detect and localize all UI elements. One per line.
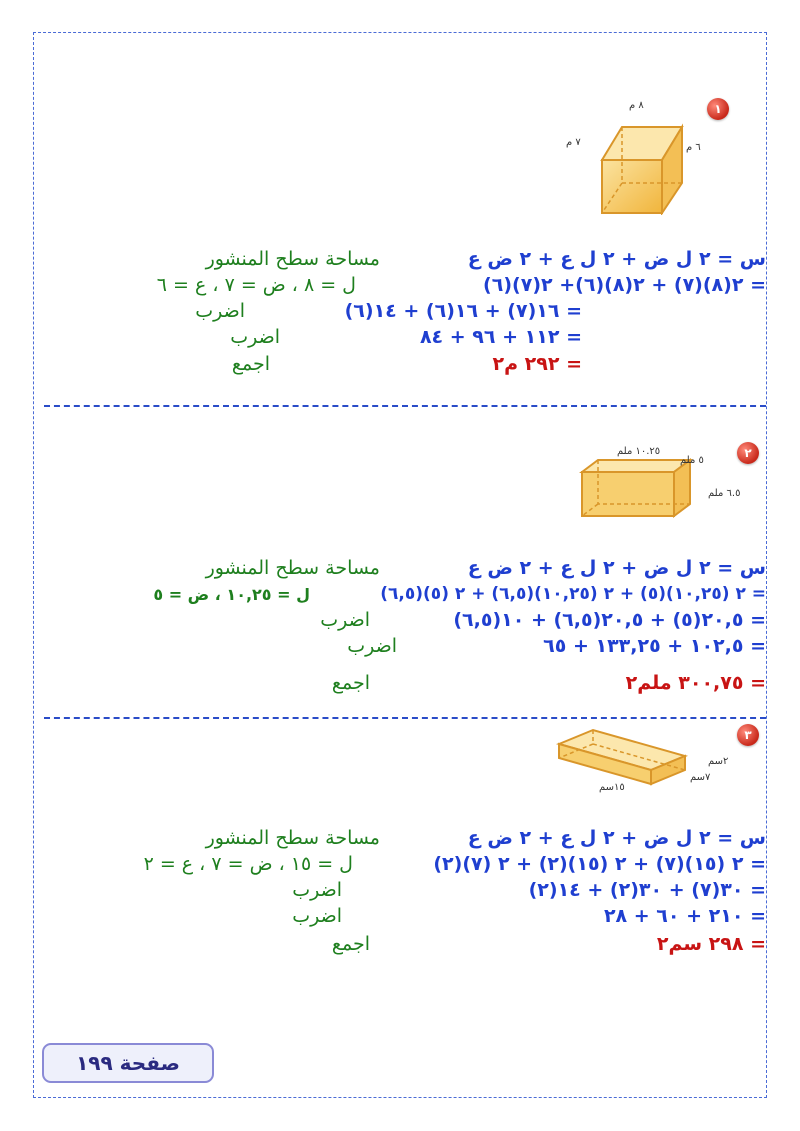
p1-step1: = ٢(٨)(٧) + ٢(٨)(٦)+ ٢(٧)(٦) (483, 274, 766, 296)
separator-1 (44, 405, 766, 407)
p1-step3: = ١١٢ + ٩٦ + ٨٤ (419, 326, 582, 348)
p3-step3-note: اضرب (292, 905, 342, 927)
p2-formula: س = ٢ ل ض + ٢ ل ع + ٢ ض ع (467, 557, 766, 579)
p1-step1-note: ل = ٨ ، ض = ٧ ، ع = ٦ (156, 274, 356, 296)
prism-1-height-label: ٦ م (686, 142, 701, 153)
p1-step2: = ١٦(٧) + ١٦(٦) + ١٤(٦) (344, 300, 582, 322)
p2-step3: = ١٠٢,٥ + ١٣٣,٢٥ + ٦٥ (543, 635, 766, 657)
p2-result-note: اجمع (331, 672, 370, 694)
p1-step3-note: اضرب (230, 326, 280, 348)
page-number-badge: صفحة ١٩٩ (42, 1043, 214, 1083)
prism-2-figure (578, 458, 698, 520)
problem-3-badge: ٣ (737, 724, 759, 746)
problem-1-badge: ١ (707, 98, 729, 120)
p2-result: = ٣٠٠,٧٥ ملم٢ (625, 672, 766, 694)
p2-step1: = ٢ (١٠,٢٥)(٥) + ٢ (١٠,٢٥)(٦,٥) + ٢ (٥)(٦,٥) (380, 584, 766, 604)
p2-step1-note: ل = ١٠,٢٥ ، ض = ٥ (153, 585, 310, 604)
prism-1-figure (592, 115, 692, 215)
prism-2-width-label: ٥ ملم (680, 455, 704, 466)
prism-2-height-label: ٦.٥ ملم (708, 488, 741, 499)
p1-result-note: اجمع (231, 353, 270, 375)
separator-2 (44, 717, 766, 719)
p3-step2-note: اضرب (292, 879, 342, 901)
p2-formula-note: مساحة سطح المنشور (205, 557, 380, 579)
p3-step2: = ٣٠(٧) + ٣٠(٢) + ١٤(٢) (528, 879, 766, 901)
p3-formula: س = ٢ ل ض + ٢ ل ع + ٢ ض ع (467, 827, 766, 849)
p1-formula-note: مساحة سطح المنشور (205, 248, 380, 270)
p2-step3-note: اضرب (347, 635, 397, 657)
p2-step2: = ٢٠,٥(٥) + ٢٠,٥(٦,٥) + ١٠(٦,٥) (453, 609, 766, 631)
problem-2-badge: ٢ (737, 442, 759, 464)
prism-3-height-label: ٢سم (708, 756, 729, 767)
p3-result-note: اجمع (331, 933, 370, 955)
prism-1-width-label: ٧ م (566, 137, 581, 148)
p3-result: = ٢٩٨ سم٢ (656, 933, 766, 955)
p3-step1-note: ل = ١٥ ، ض = ٧ ، ع = ٢ (143, 853, 353, 875)
prism-1-length-label: ٨ م (629, 100, 644, 111)
p3-step1: = ٢ (١٥)(٧) + ٢ (١٥)(٢) + ٢ (٧)(٢) (433, 853, 766, 875)
p1-step2-note: اضرب (195, 300, 245, 322)
p1-result: = ٢٩٢ م٢ (492, 353, 582, 375)
prism-3-width-label: ٧سم (690, 772, 711, 783)
prism-3-length-label: ١٥سم (599, 782, 625, 793)
p3-formula-note: مساحة سطح المنشور (205, 827, 380, 849)
p3-step3: = ٢١٠ + ٦٠ + ٢٨ (603, 905, 766, 927)
p1-formula: س = ٢ ل ض + ٢ ل ع + ٢ ض ع (467, 248, 766, 270)
prism-3-figure (555, 726, 690, 786)
p2-step2-note: اضرب (320, 609, 370, 631)
prism-2-length-label: ١٠.٢٥ ملم (617, 446, 661, 457)
